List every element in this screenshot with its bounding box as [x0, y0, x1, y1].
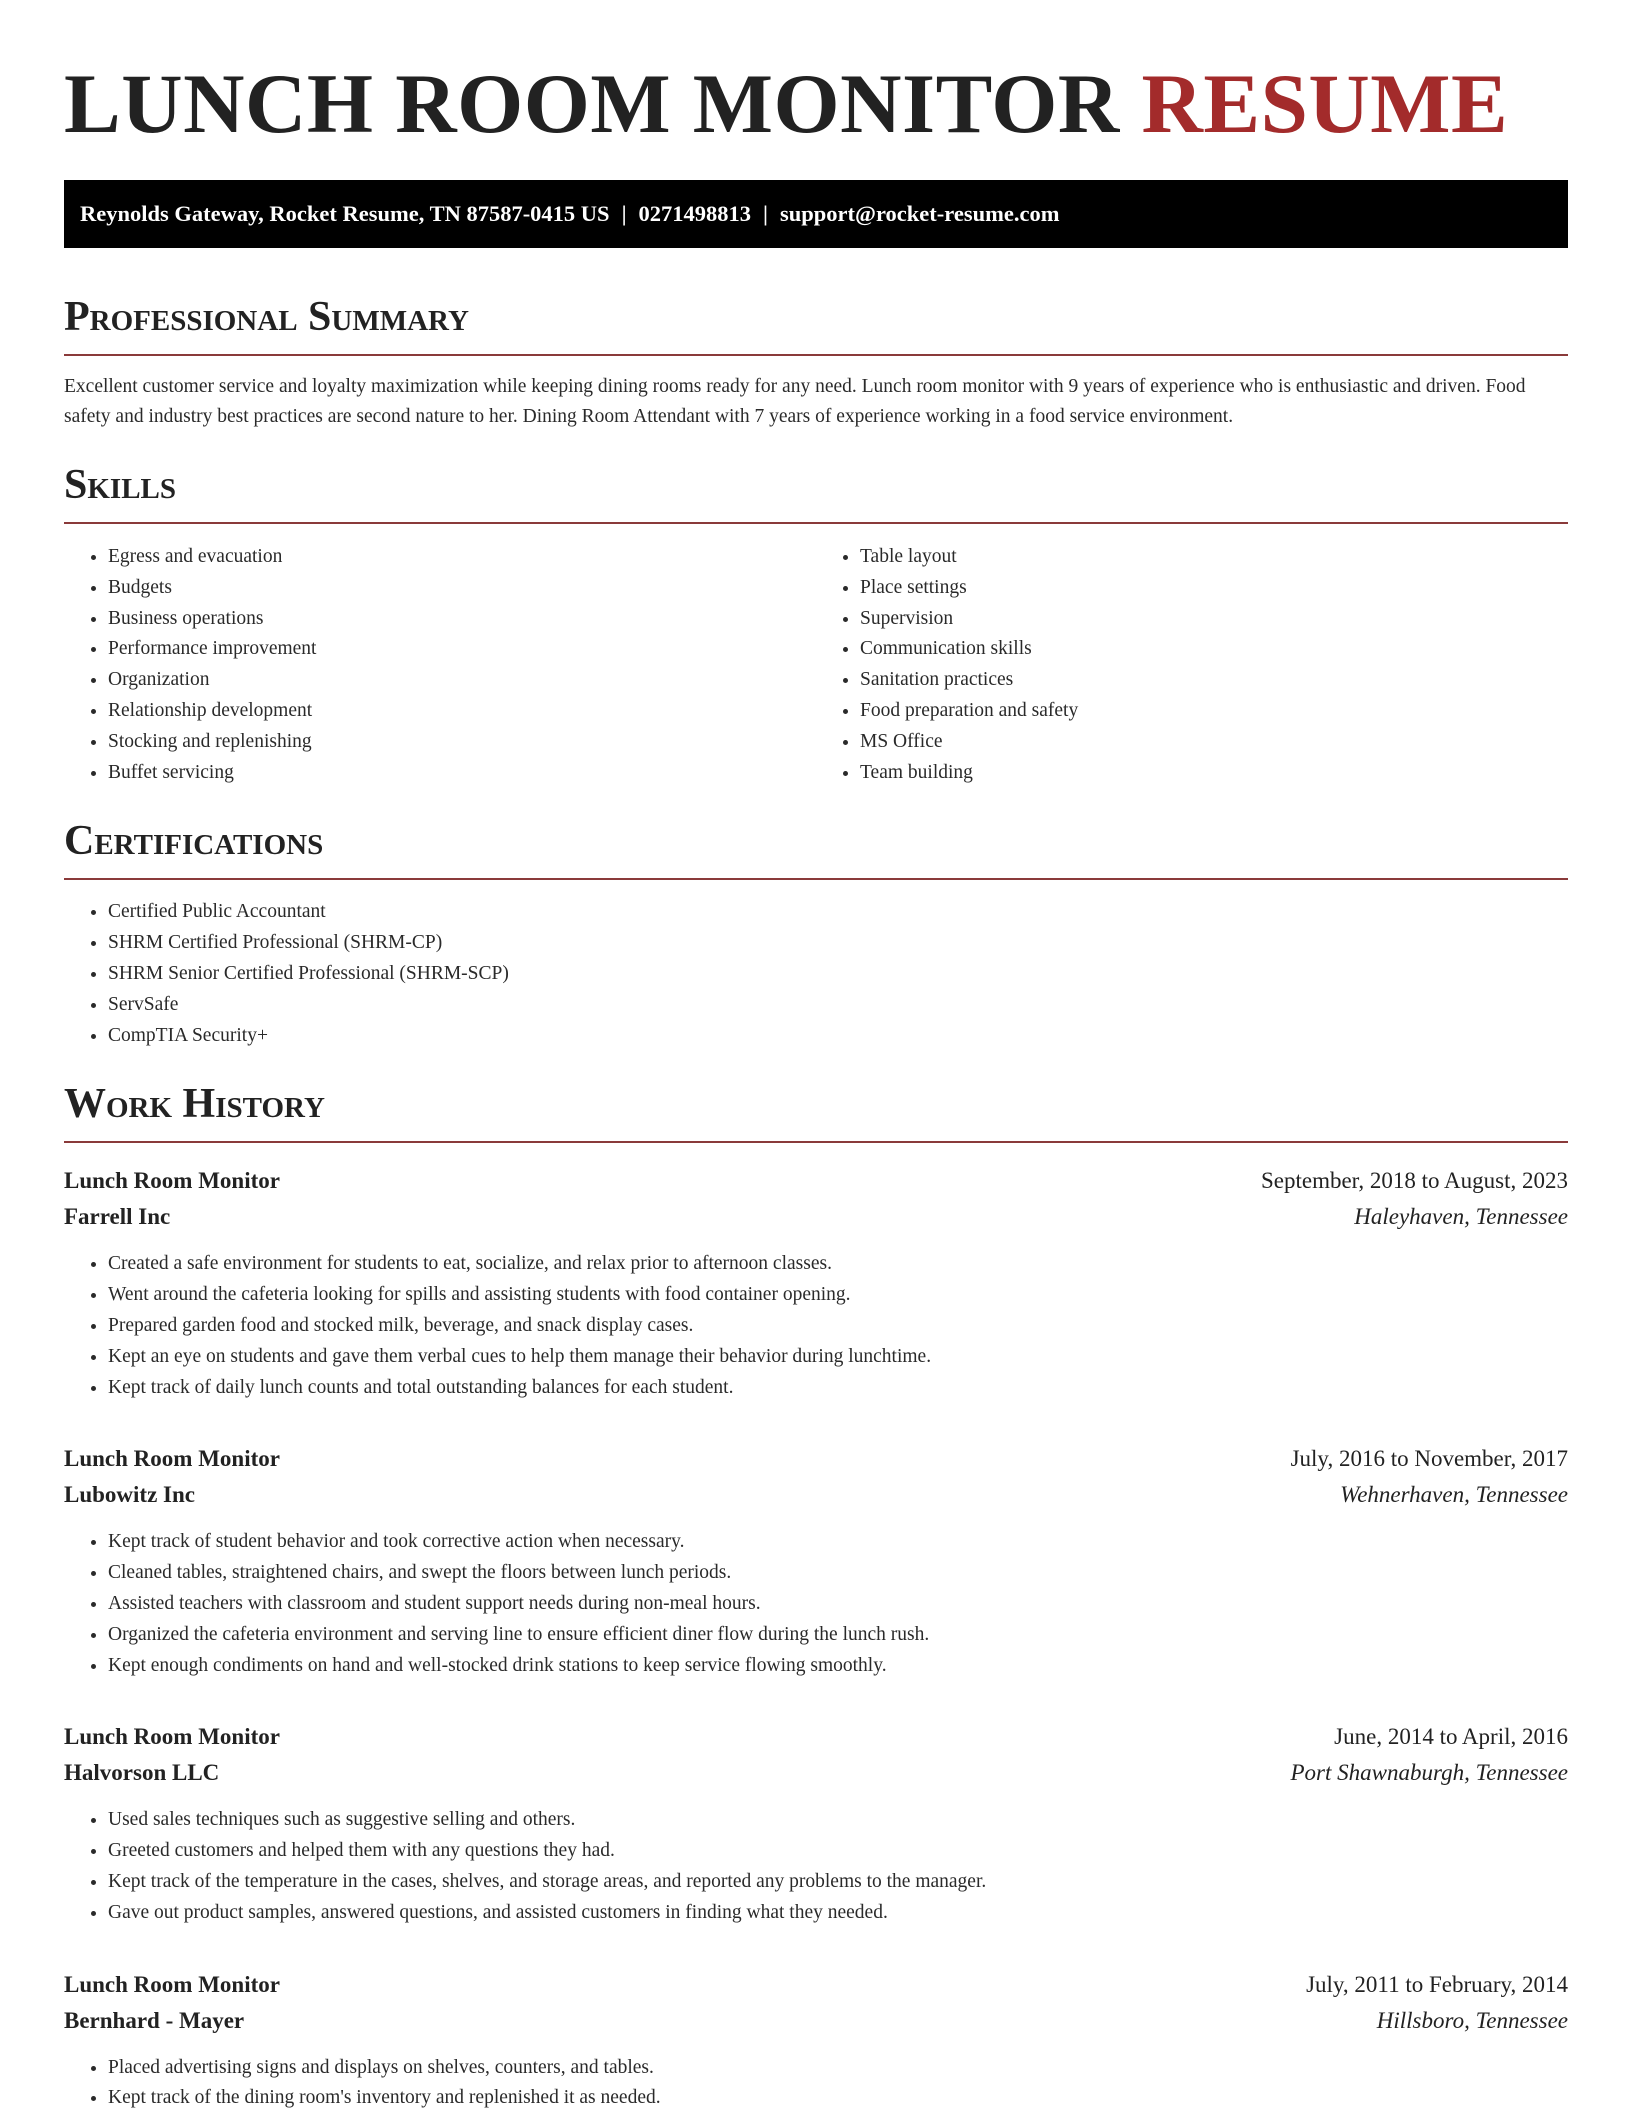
- job-entry: [64, 1441, 1568, 1681]
- skill-item: • Organization: [108, 665, 816, 696]
- certifications-section: [64, 816, 1568, 1051]
- job-entry: [64, 1719, 1568, 1928]
- skill-item: • Food preparation and safety: [860, 696, 1568, 727]
- job-duty: • Greeted customers and helped them with any questions they had.: [108, 1836, 1568, 1867]
- job-duty: • Went around the cafeteria looking for spills and assisting students with food container opening.: [108, 1280, 1568, 1311]
- job-dates: September, 2018 to August, 2023: [1260, 1168, 1568, 1194]
- job-duties-list: [64, 2053, 1568, 2114]
- skills-heading: Skills: [64, 460, 1568, 524]
- job-dates: June, 2014 to April, 2016: [1334, 1724, 1568, 1750]
- job-dates: July, 2011 to February, 2014: [1306, 1971, 1568, 1997]
- summary-section: [64, 292, 1568, 432]
- job-title: Lunch Room Monitor: [64, 1971, 280, 1997]
- job-title: Lunch Room Monitor: [64, 1168, 280, 1194]
- skills-list-left: [64, 542, 816, 788]
- skills-section: [64, 460, 1568, 788]
- job-duty: • Kept track of student behavior and took corrective action when necessary.: [108, 1527, 1568, 1558]
- job-subheader-row: [64, 2003, 1568, 2039]
- job-header-row: [64, 1441, 1568, 1477]
- job-header-row: [64, 1163, 1568, 1199]
- job-location: Wehnerhaven, Tennessee: [1340, 1482, 1568, 1508]
- resume-title: [64, 0, 1568, 152]
- job-company: Halvorson LLC: [64, 1760, 220, 1786]
- job-company: Farrell Inc: [64, 1204, 171, 1230]
- job-duty: • Kept track of daily lunch counts and total outstanding balances for each student.: [108, 1373, 1568, 1404]
- job-title: Lunch Room Monitor: [64, 1446, 280, 1472]
- certifications-list: [64, 897, 1568, 1051]
- skill-item: • Egress and evacuation: [108, 542, 816, 573]
- skills-list-right: [816, 542, 1568, 788]
- skill-item: • Stocking and replenishing: [108, 727, 816, 758]
- certification-item: • ServSafe: [108, 990, 1568, 1021]
- job-company: Bernhard - Mayer: [64, 2007, 245, 2033]
- job-duty: • Created a safe environment for students to eat, socialize, and relax prior to afternoon classes.: [108, 1249, 1568, 1280]
- job-location: Port Shawnaburgh, Tennessee: [1290, 1760, 1568, 1786]
- skill-item: • Communication skills: [860, 634, 1568, 665]
- job-duty: • Placed advertising signs and displays on shelves, counters, and tables.: [108, 2053, 1568, 2084]
- skill-item: • Sanitation practices: [860, 665, 1568, 696]
- job-subheader-row: [64, 1755, 1568, 1791]
- certification-item: • Certified Public Accountant: [108, 897, 1568, 928]
- job-subheader-row: [64, 1477, 1568, 1513]
- skill-item: • Buffet servicing: [108, 758, 816, 789]
- certification-item: • SHRM Certified Professional (SHRM-CP): [108, 928, 1568, 959]
- job-header-row: [64, 1967, 1568, 2003]
- summary-heading: Professional Summary: [64, 292, 1568, 356]
- skills-columns: [64, 542, 1568, 788]
- job-header-row: [64, 1719, 1568, 1755]
- job-dates: July, 2016 to November, 2017: [1290, 1446, 1568, 1472]
- job-duty: • Kept an eye on students and gave them verbal cues to help them manage their behavior during lunchtime.: [108, 1342, 1568, 1373]
- skill-item: • Team building: [860, 758, 1568, 789]
- contact-bar: [64, 180, 1568, 248]
- job-location: Haleyhaven, Tennessee: [1354, 1204, 1568, 1230]
- skill-item: • Supervision: [860, 604, 1568, 635]
- skill-item: • Performance improvement: [108, 634, 816, 665]
- skill-item: • MS Office: [860, 727, 1568, 758]
- job-duties-list: [64, 1805, 1568, 1928]
- certification-item: • CompTIA Security+: [108, 1021, 1568, 1052]
- job-duty: • Prepared garden food and stocked milk, beverage, and snack display cases.: [108, 1311, 1568, 1342]
- title-main: LUNCH ROOM MONITOR: [64, 57, 1120, 151]
- job-subheader-row: [64, 1199, 1568, 1235]
- title-accent: RESUME: [1141, 57, 1509, 151]
- contact-email[interactable]: support@rocket-resume.com: [780, 201, 1060, 226]
- job-entry: [64, 1163, 1568, 1403]
- skill-item: • Business operations: [108, 604, 816, 635]
- skill-item: • Table layout: [860, 542, 1568, 573]
- job-company: Lubowitz Inc: [64, 1482, 195, 1508]
- skill-item: • Relationship development: [108, 696, 816, 727]
- skill-item: • Place settings: [860, 573, 1568, 604]
- job-location: Hillsboro, Tennessee: [1376, 2007, 1568, 2033]
- contact-address: Reynolds Gateway, Rocket Resume, TN 87587-0415 US: [80, 201, 610, 226]
- job-entry: [64, 1967, 1568, 2114]
- summary-text: Excellent customer service and loyalty maximization while keeping dining rooms ready for any need. Lunch room monitor with 9 years of experience who is enthusiastic and driven. Food safety and industry best practices are second nature to her. Dining Room Attendant with 7 years of experience working in a food service environment.: [64, 376, 1526, 427]
- job-duties-list: [64, 1249, 1568, 1403]
- job-duty: • Cleaned tables, straightened chairs, and swept the floors between lunch periods.: [108, 1558, 1568, 1589]
- resume-page: [64, 0, 1568, 2114]
- job-duty: • Gave out product samples, answered questions, and assisted customers in finding what they needed.: [108, 1898, 1568, 1929]
- job-duty: • Kept enough condiments on hand and well-stocked drink stations to keep service flowing smoothly.: [108, 1651, 1568, 1682]
- job-duty: • Assisted teachers with classroom and student support needs during non-meal hours.: [108, 1589, 1568, 1620]
- contact-separator: |: [621, 201, 627, 226]
- skill-item: • Budgets: [108, 573, 816, 604]
- job-duty: • Used sales techniques such as suggestive selling and others.: [108, 1805, 1568, 1836]
- contact-phone[interactable]: 0271498813: [638, 201, 752, 226]
- job-duty: • Organized the cafeteria environment and serving line to ensure efficient diner flow during the lunch rush.: [108, 1620, 1568, 1651]
- job-title: Lunch Room Monitor: [64, 1724, 280, 1750]
- job-duties-list: [64, 1527, 1568, 1681]
- work-history-section: [64, 1079, 1568, 2114]
- certification-item: • SHRM Senior Certified Professional (SHRM-SCP): [108, 959, 1568, 990]
- job-duty: • Kept track of the temperature in the cases, shelves, and storage areas, and reported any problems to the manager.: [108, 1867, 1568, 1898]
- certifications-heading: Certifications: [64, 816, 1568, 880]
- job-duty: • Kept track of the dining room's inventory and replenished it as needed.: [108, 2083, 1568, 2114]
- contact-separator: |: [763, 201, 769, 226]
- work-history-heading: Work History: [64, 1079, 1568, 1143]
